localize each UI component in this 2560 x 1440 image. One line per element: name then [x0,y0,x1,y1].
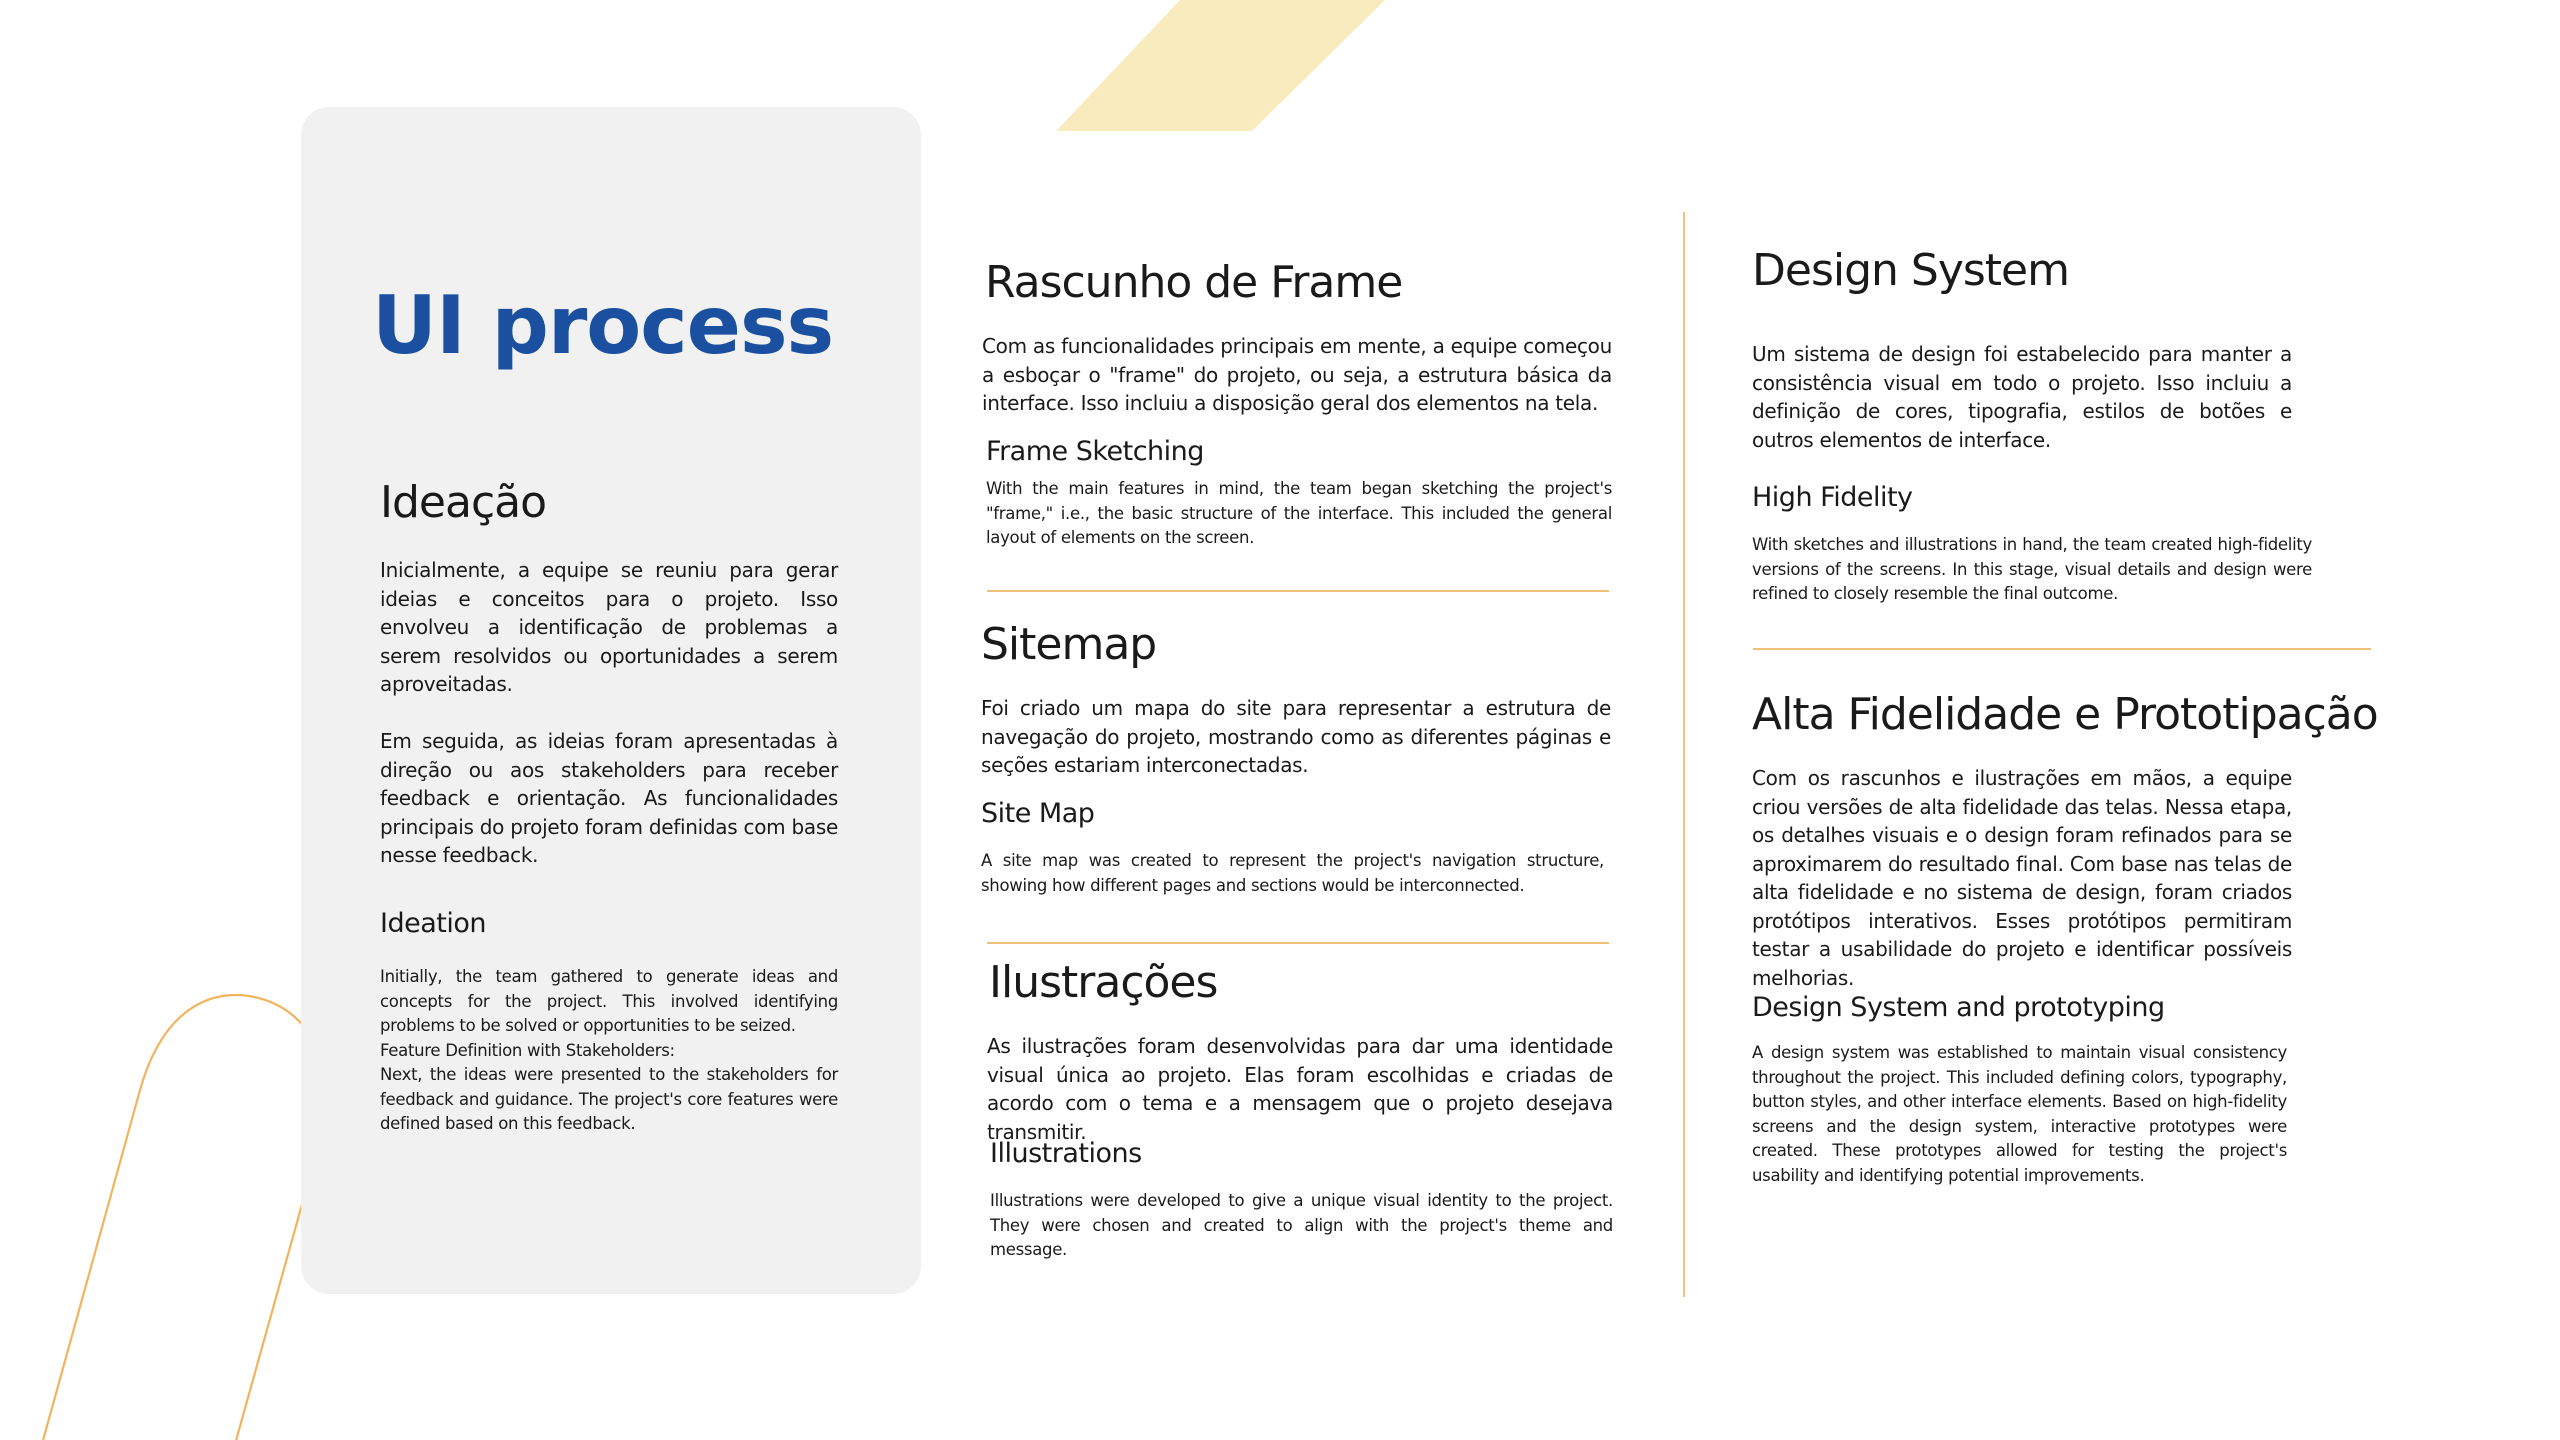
site-map-body: A site map was created to represent the project's navigation structure, showing how different pages and sections would be interconnected. [981,851,1604,895]
high-fidelity-heading: High Fidelity [1752,482,1913,513]
frame-sketching-heading: Frame Sketching [986,436,1204,467]
alta-fidelidade-heading: Alta Fidelidade e Prototipação [1752,689,2378,740]
vertical-divider-line [1683,212,1685,1297]
orange-arc-decoration [37,995,327,1440]
illustrations-heading: Illustrations [990,1138,1142,1169]
ideacao-body: Inicialmente, a equipe se reuniu para gerar ideias e conceitos para o projeto. Isso envolveu a identificação de problemas a serem resolvidos ou oportunidades a serem aproveitadas. Em seguida, as ideias foram apresentadas à direção ou aos stakeholders para receber feedback e orientação. As funcionalidades principais do projeto foram definidas com base nesse feedback. [380,558,838,867]
design-system-body: Um sistema de design foi estabelecido para manter a consistência visual em todo o projeto. Isso incluiu a definição de cores, tipografia, estilos de botões e outros elementos de interface. [1752,342,2292,452]
page-title: UI process [372,279,834,372]
ilustracoes-heading: Ilustrações [989,957,1218,1008]
design-system-prototyping-body: A design system was established to maintain visual consistency throughout the project. This included defining colors, typography, button styles, and other interface elements. Based on high-fidelity screens and the design system, interactive prototypes were created. These prototypes allowed for testing the project's usability and identifying potential improvements. [1752,1043,2287,1185]
divider-line [987,590,1609,592]
rascunho-heading: Rascunho de Frame [985,257,1403,308]
rascunho-body: Com as funcionalidades principais em mente, a equipe começou a esboçar o "frame" do projeto, ou seja, a estrutura básica da interface. Isso incluiu a disposição geral dos elementos na tela. [982,334,1612,415]
design-system-heading: Design System [1752,245,2069,296]
ilustracoes-body: As ilustrações foram desenvolvidas para dar uma identidade visual única ao projeto. Elas foram escolhidas e criadas de acordo com o tema e a mensagem que o projeto desejava transmitir. [987,1034,1613,1144]
divider-line [987,942,1609,944]
sitemap-body: Foi criado um mapa do site para representar a estrutura de navegação do projeto, mostrando como as diferentes páginas e seções estariam interconectadas. [981,696,1611,777]
sitemap-heading: Sitemap [981,619,1157,670]
ideation-body: Initially, the team gathered to generate ideas and concepts for the project. This involved identifying problems to be solved or opportunities to be seized. Feature Definition with Stakeholders: Next, the ideas were presented to the stakeholders for feedback and guidance. The project's core features were defined based on this feedback. [380,967,838,1133]
site-map-heading: Site Map [981,798,1095,829]
high-fidelity-body: With sketches and illustrations in hand, the team created high-fidelity versions of the screens. In this stage, visual details and design were refined to closely resemble the final outcome. [1752,535,2312,603]
yellow-stripe-decoration [1056,0,1385,131]
design-system-prototyping-heading: Design System and prototyping [1752,992,2165,1023]
divider-line [1753,648,2371,650]
illustrations-body: Illustrations were developed to give a unique visual identity to the project. They were chosen and created to align with the project's theme and message. [990,1191,1613,1259]
ideacao-heading: Ideação [380,477,547,528]
alta-fidelidade-body: Com os rascunhos e ilustrações em mãos, a equipe criou versões de alta fidelidade das telas. Nessa etapa, os detalhes visuais e o design foram refinados para se aproximarem do resultado final. Com base nas telas de alta fidelidade e no sistema de design, foram criados protótipos interativos. Esses protótipos permitiram testar a usabilidade do projeto e identificar possíveis melhorias. [1752,766,2292,990]
ideation-heading: Ideation [380,908,486,939]
frame-sketching-body: With the main features in mind, the team began sketching the project's "frame," i.e., the basic structure of the interface. This included the general layout of elements on the screen. [986,479,1612,547]
